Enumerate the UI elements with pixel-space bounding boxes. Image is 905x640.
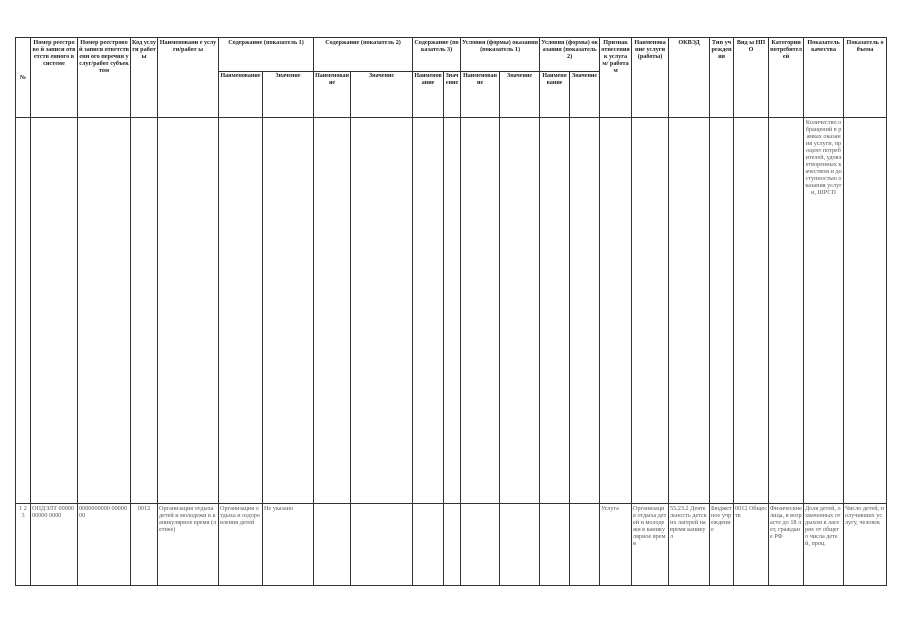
subheader-name-2: Наименование (314, 72, 351, 118)
header-registry-record-number: Номер реестрово й записи ответств енного в системе (31, 38, 78, 118)
subheader-value-3: Значение (444, 72, 461, 118)
header-conditions-2: Условия (формы) оказания (показатель 2) (540, 38, 600, 72)
header-consumer-categories: Категории потребителей (769, 38, 804, 118)
volume-indicator: Число детей, получивших услугу, человек (844, 504, 887, 586)
service-flag: Услуга (600, 504, 632, 586)
okved: 55.23.2 Деятельность детских лагерей на время каникул (669, 504, 710, 586)
header-institution-type: Тип учреждения (710, 38, 734, 118)
header-list-record-number: Номер реестровой записи ответственн ого перечня услуг/работ субъектом (78, 38, 131, 118)
header-content-3: Содержание (показатель 3) (413, 38, 461, 72)
header-npo-types: Вид ы НПО (734, 38, 769, 118)
consumer-categories: Физические лица, в возрасте до 18 лет, граждане РФ (769, 504, 804, 586)
header-service-name: Наименовани е услуги/работ ы (158, 38, 219, 118)
content-1-name: Организация отдыха и оздоровления детей (219, 504, 263, 586)
header-service-title: Наименование услуги (работы) (632, 38, 669, 118)
subheader-name-3: Наименование (413, 72, 444, 118)
service-code: 0012 (131, 504, 158, 586)
registry-table (15, 37, 887, 586)
table-row (16, 118, 887, 504)
subheader-value-1: Значение (263, 72, 314, 118)
header-quality-indicator: Показатель качества (804, 38, 844, 118)
subheader-value-5: Значение (570, 72, 600, 118)
header-content-2: Содержание (показатель 2) (314, 38, 413, 72)
content-1-value: Не указано (263, 504, 314, 586)
registry-record-number: ОПДЭЛТ 0000000000 0000 (31, 504, 78, 586)
row-num: 1 2 3 (16, 504, 31, 586)
header-num: № (16, 38, 31, 118)
institution-type: Бюджетное учреждение (710, 504, 734, 586)
header-service-code: Код услуги работы (131, 38, 158, 118)
quality-indicator: Доля детей, охваченных отдыхом в лагерях от общего числа детей, проц. (804, 504, 844, 586)
service-title: Организация отдыха детей и молодежи в каникулярное время (632, 504, 669, 586)
list-record-number: 0000000000 0000000 (78, 504, 131, 586)
header-volume-indicator: Показатель объема (844, 38, 887, 118)
npo-types: 0012 Обществ (734, 504, 769, 586)
header-okved: ОКВЭД (669, 38, 710, 118)
header-service-flag: Признак отнесения к услугам/ работам (600, 38, 632, 118)
subheader-value-2: Значение (351, 72, 413, 118)
quality-indicator-cell: Количество обращений в рамках оказания услуги, процент потребителей, удовлетворенных качеством и доступностью оказания услуги, ШРСП (804, 118, 844, 504)
subheader-name-4: Наименование (461, 72, 500, 118)
service-name: Организация отдыха детей и молодежи в каникулярное время (летнее) (158, 504, 219, 586)
subheader-name-1: Наименование (219, 72, 263, 118)
table-row (16, 504, 887, 586)
header-conditions-1: Условия (формы) оказания (показатель 1) (461, 38, 540, 72)
subheader-name-5: Наименование (540, 72, 570, 118)
subheader-value-4: Значение (500, 72, 540, 118)
header-content-1: Содержание (показатель 1) (219, 38, 314, 72)
